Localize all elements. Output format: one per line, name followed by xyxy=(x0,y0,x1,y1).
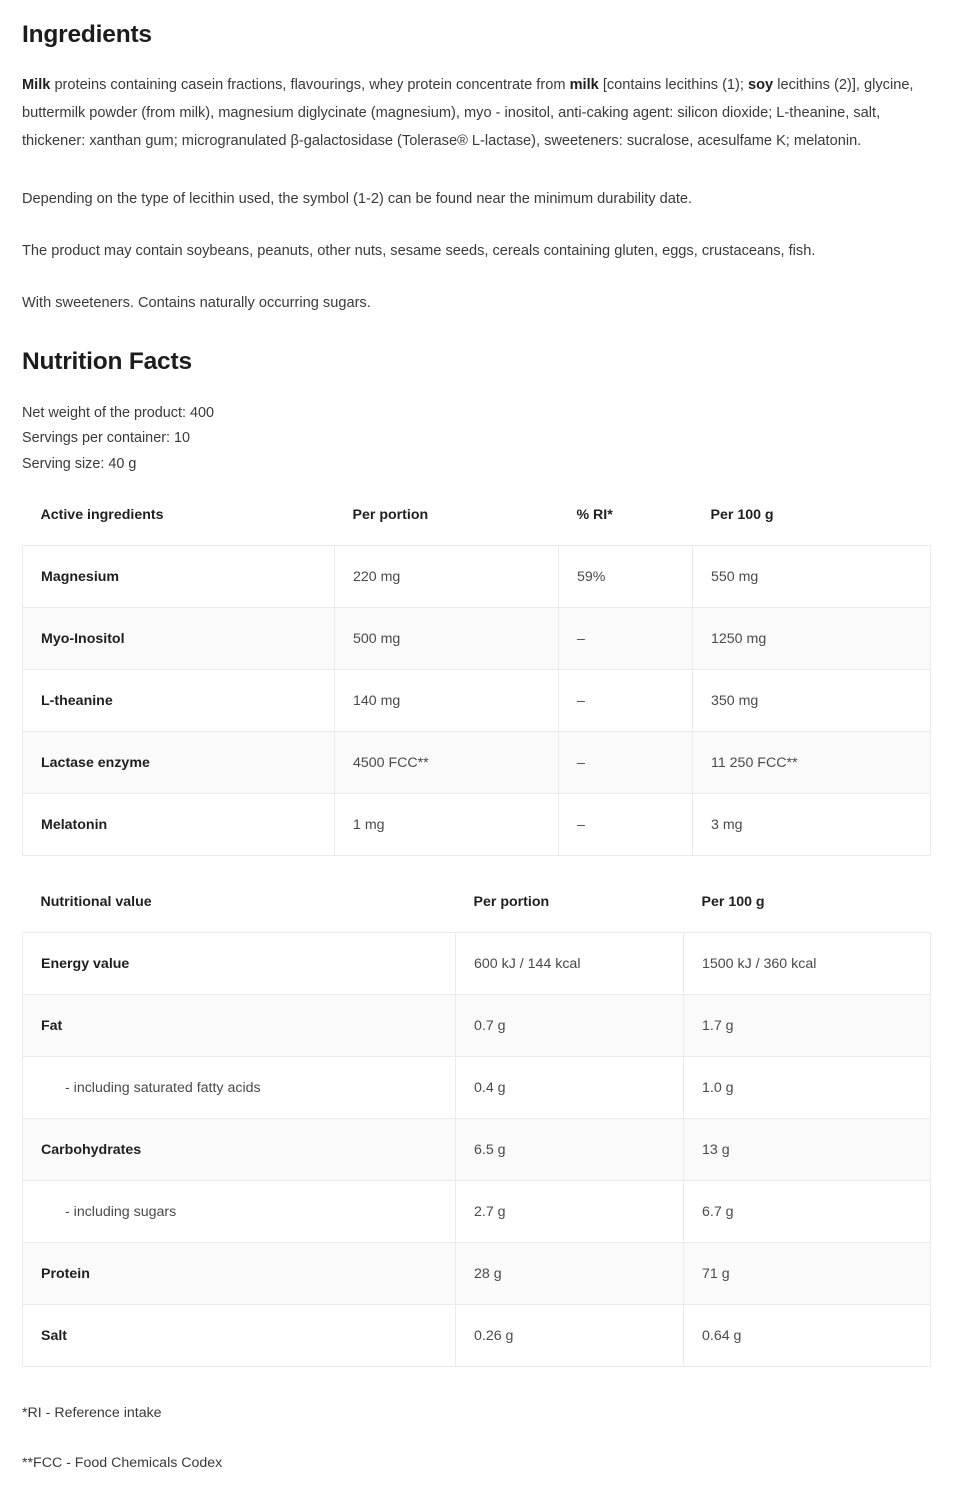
table-row xyxy=(23,1243,931,1305)
table-row xyxy=(23,670,931,732)
cell-percent-ri: – xyxy=(559,732,693,794)
cell-nutrient-name: Salt xyxy=(23,1305,456,1367)
cell-per-portion: 1 mg xyxy=(335,794,559,856)
cell-per-portion: 500 mg xyxy=(335,608,559,670)
cell-per-100g: 71 g xyxy=(684,1243,931,1305)
table-row xyxy=(23,1119,931,1181)
cell-per-portion: 28 g xyxy=(456,1243,684,1305)
cell-nutrient-name-sub: - including sugars xyxy=(23,1181,456,1243)
cell-ingredient-name: L-theanine xyxy=(23,670,335,732)
cell-per-portion: 4500 FCC** xyxy=(335,732,559,794)
active-ingredients-table xyxy=(22,507,931,856)
serving-size-line: Serving size: 40 g xyxy=(22,455,137,472)
cell-per-100g: 1.7 g xyxy=(684,995,931,1057)
footnote-fcc: **FCC - Food Chemicals Codex xyxy=(22,1455,223,1472)
table-row xyxy=(23,732,931,794)
cell-percent-ri: – xyxy=(559,670,693,732)
cell-per-portion: 0.7 g xyxy=(456,995,684,1057)
active-ingredients-table-body xyxy=(23,546,931,856)
active-ingredients-table-head xyxy=(23,507,931,546)
cell-per-100g: 6.7 g xyxy=(684,1181,931,1243)
ingredients-paragraph: Milk proteins containing casein fractions, flavourings, whey protein concentrate from milk [contains lecithins (1); soy lecithins (2)], glycine, buttermilk powder (from milk), magnesium diglycinate (magnesium), myo - inositol, anti-caking agent: silicon dioxide; L-theanine, salt, thickener: xanthan gum; microgranulated β-galactosidase (Tolerase® L-lactase), sweeteners: sucralose, acesulfame K; melatonin. xyxy=(22,77,914,150)
cell-per-portion: 6.5 g xyxy=(456,1119,684,1181)
cell-per-100g: 1.0 g xyxy=(684,1057,931,1119)
cell-ingredient-name: Myo-Inositol xyxy=(23,608,335,670)
table-header-row xyxy=(23,507,931,546)
cell-per-100g: 1500 kJ / 360 kcal xyxy=(684,933,931,995)
table-row xyxy=(23,546,931,608)
cell-ingredient-name: Magnesium xyxy=(23,546,335,608)
col-header-nutritional-value: Nutritional value xyxy=(40,894,152,911)
table-row xyxy=(23,608,931,670)
cell-ingredient-name: Lactase enzyme xyxy=(23,732,335,794)
cell-per-100g: 1250 mg xyxy=(693,608,931,670)
cell-per-100g: 11 250 FCC** xyxy=(693,732,931,794)
cell-per-100g: 0.64 g xyxy=(684,1305,931,1367)
col-header-per-portion: Per portion xyxy=(473,894,550,911)
col-header-per-100g: Per 100 g xyxy=(710,507,774,524)
nutritional-value-table-head xyxy=(23,894,931,933)
footnote-ri: *RI - Reference intake xyxy=(22,1405,162,1422)
cell-percent-ri: – xyxy=(559,794,693,856)
cell-nutrient-name: Fat xyxy=(23,995,456,1057)
col-header-per-portion: Per portion xyxy=(352,507,429,524)
table-row xyxy=(23,995,931,1057)
table-row xyxy=(23,1057,931,1119)
nutritional-value-table-body xyxy=(23,933,931,1367)
nutritional-value-table xyxy=(22,894,931,1367)
net-weight-line: Net weight of the product: 400 xyxy=(22,404,214,421)
cell-per-portion: 2.7 g xyxy=(456,1181,684,1243)
cell-nutrient-name-sub: - including saturated fatty acids xyxy=(23,1057,456,1119)
cell-nutrient-name: Energy value xyxy=(23,933,456,995)
cell-percent-ri: 59% xyxy=(559,546,693,608)
cell-per-100g: 550 mg xyxy=(693,546,931,608)
cell-nutrient-name: Carbohydrates xyxy=(23,1119,456,1181)
nutritional-value-table-block xyxy=(22,894,931,1367)
cell-per-portion: 220 mg xyxy=(335,546,559,608)
cell-ingredient-name: Melatonin xyxy=(23,794,335,856)
col-header-per-100g: Per 100 g xyxy=(701,894,765,911)
active-ingredients-table-block xyxy=(22,507,931,856)
table-spacer xyxy=(22,864,931,894)
table-row xyxy=(23,1181,931,1243)
table-header-row xyxy=(23,894,931,933)
cell-per-100g: 350 mg xyxy=(693,670,931,732)
sweetener-note: With sweeteners. Contains naturally occurring sugars. xyxy=(22,295,371,312)
lecithin-note: Depending on the type of lecithin used, the symbol (1-2) can be found near the minimum durability date. xyxy=(22,191,693,208)
cell-per-100g: 13 g xyxy=(684,1119,931,1181)
cell-per-100g: 3 mg xyxy=(693,794,931,856)
cell-per-portion: 0.26 g xyxy=(456,1305,684,1367)
allergen-note: The product may contain soybeans, peanuts, other nuts, sesame seeds, cereals containing gluten, eggs, crustaceans, fish. xyxy=(22,243,816,260)
cell-nutrient-name: Protein xyxy=(23,1243,456,1305)
table-row xyxy=(23,794,931,856)
table-row xyxy=(23,933,931,995)
nutrition-facts-heading: Nutrition Facts xyxy=(22,348,192,376)
col-header-percent-ri: % RI* xyxy=(576,507,613,524)
serving-info xyxy=(22,401,931,478)
ingredients-heading: Ingredients xyxy=(22,21,152,48)
table-row xyxy=(23,1305,931,1367)
servings-per-container-line: Servings per container: 10 xyxy=(22,430,190,447)
col-header-active-ingredients: Active ingredients xyxy=(40,507,164,524)
cell-per-portion: 600 kJ / 144 kcal xyxy=(456,933,684,995)
cell-per-portion: 140 mg xyxy=(335,670,559,732)
cell-percent-ri: – xyxy=(559,608,693,670)
cell-per-portion: 0.4 g xyxy=(456,1057,684,1119)
